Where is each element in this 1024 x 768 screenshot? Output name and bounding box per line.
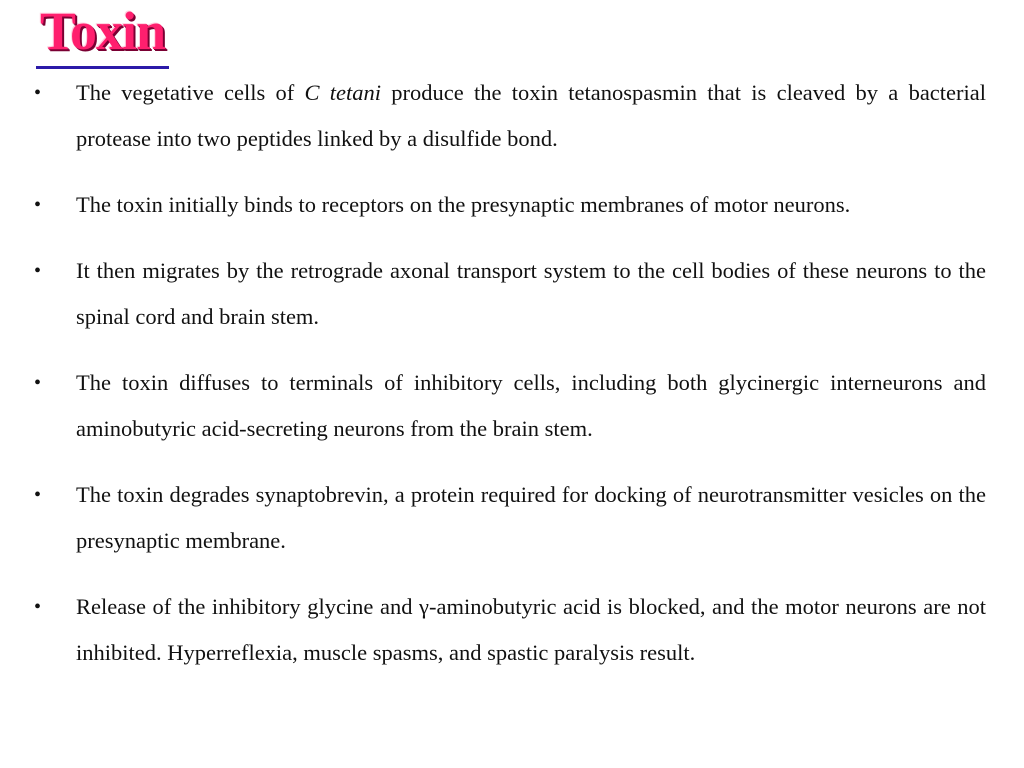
bullet-text: The toxin degrades synaptobrevin, a protein required for docking of neurotransmitter vesicles on the presynaptic membrane. bbox=[76, 482, 986, 553]
bullet-text-post: produce the toxin tetanospasmin that is cleaved by a bacterial protease into two peptides linked by a disulfide bond. bbox=[76, 80, 987, 151]
bullet-item bbox=[30, 584, 986, 676]
bullet-item bbox=[30, 360, 986, 452]
bullet-item bbox=[30, 182, 986, 228]
slide-title: Toxin bbox=[40, 1, 166, 61]
title-underline bbox=[36, 2, 169, 69]
bullet-dot-icon: • bbox=[34, 82, 42, 104]
bullet-item bbox=[30, 472, 986, 564]
bullet-item bbox=[30, 70, 986, 162]
bullet-dot-icon: • bbox=[34, 372, 42, 394]
bullet-list bbox=[30, 70, 986, 696]
bullet-item bbox=[30, 248, 986, 340]
bullet-text: The toxin diffuses to terminals of inhibitory cells, including both glycinergic interneurons and aminobutyric acid-secreting neurons from the brain stem. bbox=[76, 370, 986, 441]
bullet-dot-icon: • bbox=[34, 484, 42, 506]
bullet-text: It then migrates by the retrograde axonal transport system to the cell bodies of these neurons to the spinal cord and brain stem. bbox=[76, 258, 986, 329]
bullet-dot-icon: • bbox=[34, 596, 42, 618]
bullet-text: The toxin initially binds to receptors on the presynaptic membranes of motor neurons. bbox=[76, 192, 851, 217]
bullet-text: Release of the inhibitory glycine and γ-aminobutyric acid is blocked, and the motor neurons are not inhibited. Hyperreflexia, muscle spasms, and spastic paralysis result. bbox=[76, 594, 986, 665]
bullet-dot-icon: • bbox=[34, 260, 42, 282]
bullet-text-pre: The vegetative cells of bbox=[76, 80, 305, 105]
bullet-dot-icon: • bbox=[34, 194, 42, 216]
species-name: C tetani bbox=[304, 80, 382, 105]
